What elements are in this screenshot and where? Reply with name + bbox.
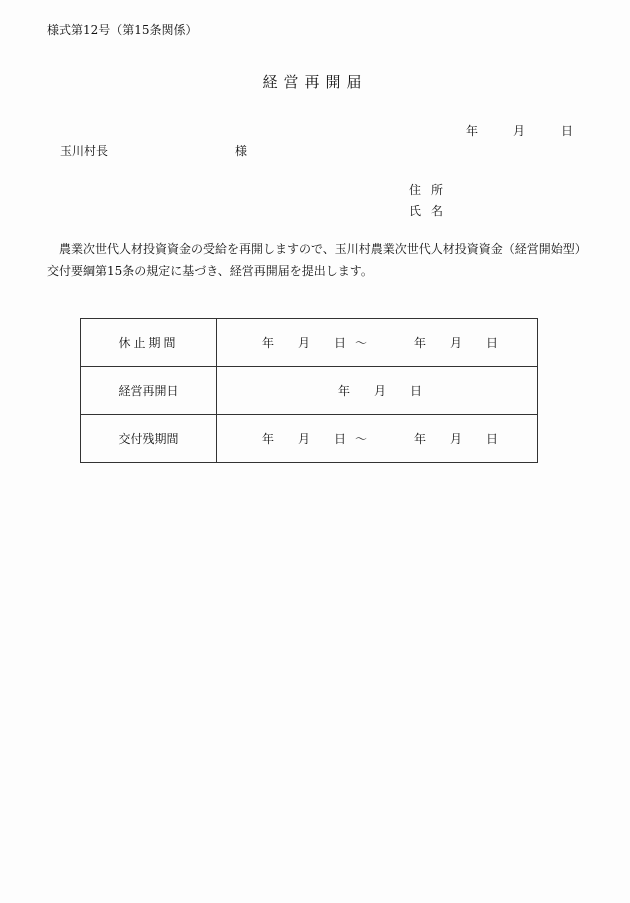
periods-table (80, 318, 538, 463)
year-label: 年 (262, 432, 275, 446)
row-label-remaining-period: 交付残期間 (81, 415, 217, 463)
address-label: 住所 (409, 183, 454, 197)
form-number: 様式第12号（第15条関係） (47, 23, 198, 37)
year-label: 年 (262, 336, 275, 350)
date-month-label: 月 (513, 124, 526, 138)
body-line-2: 交付要綱第15条の規定に基づき、経営再開届を提出します。 (47, 264, 373, 278)
row-label-resumption-date: 経営再開日 (81, 367, 217, 415)
day-label: 日 (334, 336, 347, 350)
range-tilde: ～ (355, 336, 368, 350)
row-label-suspension-period: 休止期間 (81, 319, 217, 367)
recipient-honorific: 様 (235, 144, 248, 158)
suspension-period-cell (217, 319, 538, 367)
body-line-1: 農業次世代人材投資資金の受給を再開しますので、玉川村農業次世代人材投資資金（経営開始型） (59, 242, 587, 256)
month-label: 月 (450, 432, 463, 446)
name-label: 氏名 (409, 204, 454, 218)
document-title: 経営再開届 (262, 73, 368, 91)
remaining-period-cell (217, 415, 538, 463)
year-label: 年 (414, 336, 427, 350)
range-tilde: ～ (355, 432, 368, 446)
month-label: 月 (298, 336, 311, 350)
table-row (81, 319, 538, 367)
month-label: 月 (450, 336, 463, 350)
month-label: 月 (298, 432, 311, 446)
year-label: 年 (338, 384, 351, 398)
table-row (81, 367, 538, 415)
month-label: 月 (374, 384, 387, 398)
day-label: 日 (486, 432, 499, 446)
day-label: 日 (334, 432, 347, 446)
year-label: 年 (414, 432, 427, 446)
day-label: 日 (486, 336, 499, 350)
table-row (81, 415, 538, 463)
body-text (47, 238, 587, 282)
date-day-label: 日 (561, 124, 574, 138)
recipient-name: 玉川村長 (60, 144, 109, 158)
day-label: 日 (410, 384, 423, 398)
resumption-date-cell (217, 367, 538, 415)
date-year-label: 年 (466, 124, 479, 138)
